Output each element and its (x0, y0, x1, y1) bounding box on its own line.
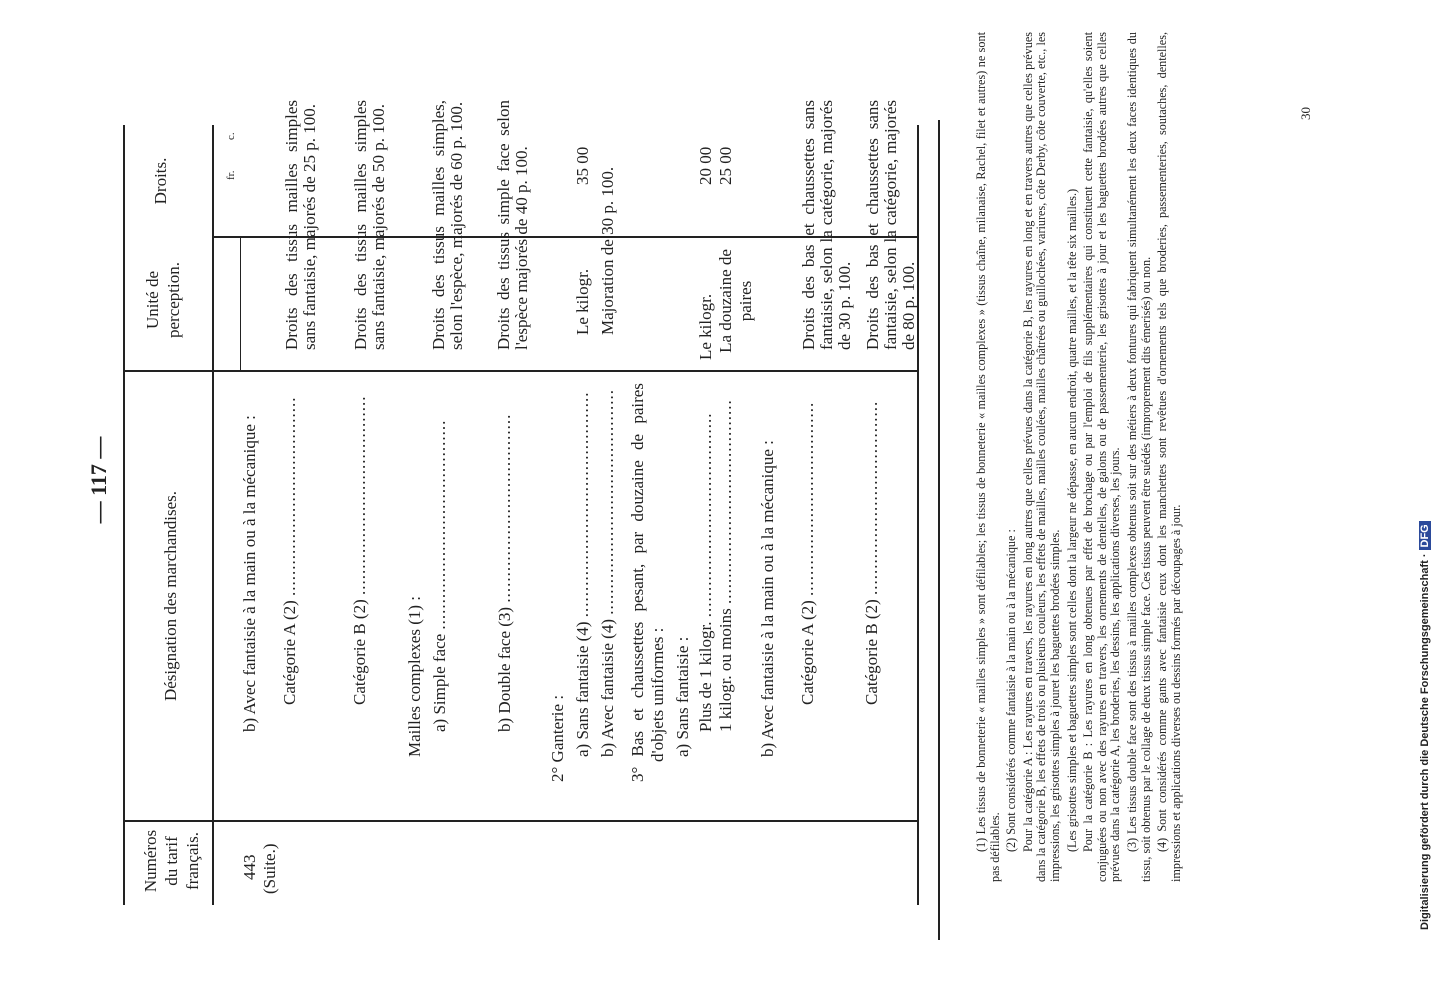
leader-dots (430, 420, 450, 630)
digitization-credit (1419, 50, 1431, 930)
duty-avec-fantaisie-gants: Majoration de 30 p. 100. (598, 166, 617, 335)
currency-francs: fr. (225, 170, 237, 180)
row-double-face (495, 413, 515, 732)
row-mailles-complexes: Mailles complexes (1) : (405, 596, 424, 757)
col-rule-2 (123, 370, 918, 372)
credit-text: Digitalisierung gefördert durch die Deutsche Forschungsgemeinschaft · (1419, 553, 1431, 930)
tariff-number: 443 (240, 854, 259, 880)
footnote-4: (4) Sont considérés comme gants avec fantaisie ceux dont les manchettes sont revêtues d'ornements tels que broderies, passementeries, soutaches, dentelles, impressions et applications diverses ou dessins formés par découpages à jour. (1155, 32, 1183, 882)
footnote-2-cat-a: Pour la catégorie A : Les rayures en travers, les rayures en long autres que celles prévues dans la catégorie B, les rayures en long et en travers autres que celles prévues dans la catégorie B, les effets de trois ou plusieurs couleurs, les effets de mailles, mailles coulées, mailles châtrées ou guillochées, variures, côte Derby, côte couverte, etc., les impressions, les grisottes simples à jouret les baguettes brodées simples. (1020, 32, 1062, 882)
duty-bas-cat-a: Droits des bas et chaussettes sans fantaisie, selon la catégorie, majorés de 30 p. 100. (799, 100, 854, 350)
dfg-logo: DFG (1419, 521, 1431, 550)
row-sans-fantaisie (573, 392, 593, 757)
row-bas-cat-b (862, 400, 882, 705)
duty-moins-1kg: 25 00 (716, 146, 735, 185)
currency-centimes: c. (225, 132, 237, 140)
header-unit: Unité de perception. (143, 262, 183, 338)
duty-cat-a: Droits des tissus mailles simples sans fantaisie, majorés de 25 p. 100. (282, 100, 319, 350)
row-double-face-label: b) Double face (3) (495, 606, 514, 732)
row-sans-fantaisie-label: a) Sans fantaisie (4) (573, 621, 592, 757)
header-bottom-rule (212, 125, 214, 905)
footnote-1: (1) Les tissus de bonneterie « mailles simples » sont défilables; les tissus de bonneterie « mailles complexes » (tissus chaîne, milanaise, Rachel, filet et autres) ne sont pas défilables. (974, 32, 1002, 882)
duty-plus-1kg: 20 00 (696, 146, 715, 185)
leader-dots (798, 401, 818, 596)
row-simple-face-label: a) Simple face (430, 633, 449, 732)
duty-simple-face: Droits des tissus mailles simples, selon l'espèce, majorés de 60 p. 100. (429, 100, 466, 350)
row-bas-cat-b-label: Catégorie B (2) (862, 599, 881, 705)
leader-dots (280, 396, 300, 596)
col-rule-1 (123, 820, 918, 822)
unit-plus-1kg: Le kilogr. (696, 293, 715, 360)
footnote-2: (2) Sont considérés comme fantaisie à la main ou à la mécanique : (1004, 529, 1019, 852)
duty-double-face: Droits des tissus simple face selon l'espèce majorés de 40 p. 100. (494, 100, 531, 350)
leader-dots (573, 392, 593, 617)
unit-sans-fantaisie: Le kilogr. (573, 268, 592, 335)
unit-moins-1kg: La douzaine de paires (716, 249, 755, 353)
row-bas-cat-a (798, 401, 818, 705)
leader-dots (862, 400, 882, 595)
row-plus-1kg (696, 412, 716, 732)
leader-dots (696, 412, 716, 617)
row-ganterie: 2° Ganterie : (548, 694, 567, 782)
sheet-number: 30 (1298, 107, 1313, 120)
row-bas-sans-fantaisie: a) Sans fantaisie : (673, 636, 692, 757)
row-moins-1kg (716, 399, 736, 732)
header-numbers: Numéros du tarif français. (141, 829, 202, 893)
leader-dots (350, 395, 370, 595)
tariff-suite: (Suite.) (260, 843, 279, 894)
leader-dots (495, 413, 515, 603)
row-bas-avec-fantaisie: b) Avec fantaisie à la main ou à la mécanique : (758, 440, 777, 757)
header-duties: Droits. (151, 157, 170, 205)
row-moins-1kg-label: 1 kilogr. ou moins (716, 608, 735, 732)
duty-bas-cat-b: Droits des bas et chaussettes sans fantaisie, selon la catégorie, majorés de 80 p. 100. (863, 100, 918, 350)
row-bas-line1: 3° Bas et chaussettes pesant, par douzaine de paires (628, 383, 647, 782)
row-cat-b (350, 395, 370, 705)
footnote-2-grisottes: (Les grisottes simples et baguettes simples sont celles dont la largeur ne dépasse, en aucun endroit, quatre mailles, et la tête six mailles.) (1064, 188, 1079, 852)
row-simple-face (430, 420, 450, 732)
duty-cat-b: Droits des tissus mailles simples sans fantaisie, majorés de 50 p. 100. (351, 100, 388, 350)
unit-header-rule (240, 238, 241, 370)
table-top-rule (123, 125, 125, 905)
footnote-2-cat-b: Pour la catégorie B : Les rayures en long obtenues par effet de brochage ou par l'emploi de fils supplémentaires qui constituent cette fantaisie, qu'elles soient conjuguées ou non avec des rayures en travers, les ornements de dentelles, de galons ou de passementerie, les grisottes à jour et les baguettes brodées autres que celles prévues dans la catégorie A, les broderies, les dessins, les applications diverses, les jours. (1081, 32, 1123, 882)
row-cat-b-label: Catégorie B (2) (350, 599, 369, 705)
row-plus-1kg-label: Plus de 1 kilogr. (696, 621, 715, 732)
row-bas-cat-a-label: Catégorie A (2) (798, 600, 817, 705)
row-cat-a (280, 396, 300, 705)
footnote-3: (3) Les tissus double face sont des tissus à mailles complexes obtenus soit sur des métiers à deux fontures qui fabriquent simultanément les deux faces identiques du tissu, soit obtenus par le collage de deux tissus simple face. Ces tissus peuvent être suédés (improprement dits émerisés) ou non. (1124, 32, 1153, 882)
row-avec-fantaisie: b) Avec fantaisie à la main ou à la mécanique : (240, 415, 259, 732)
duty-sans-fantaisie: 35 00 (573, 146, 592, 185)
footnote-separator (938, 120, 940, 940)
footnotes (975, 32, 1186, 882)
row-cat-a-label: Catégorie A (2) (280, 600, 299, 705)
row-avec-fantaisie-gants-label: b) Avec fantaisie (4) (598, 619, 617, 757)
row-bas-line2: d'objets uniformes : (648, 627, 667, 762)
leader-dots (598, 390, 618, 615)
leader-dots (716, 399, 736, 604)
row-avec-fantaisie-gants (598, 390, 618, 757)
header-designation: Désignation des marchandises. (161, 490, 180, 702)
page-number: — 117 — (86, 436, 111, 524)
